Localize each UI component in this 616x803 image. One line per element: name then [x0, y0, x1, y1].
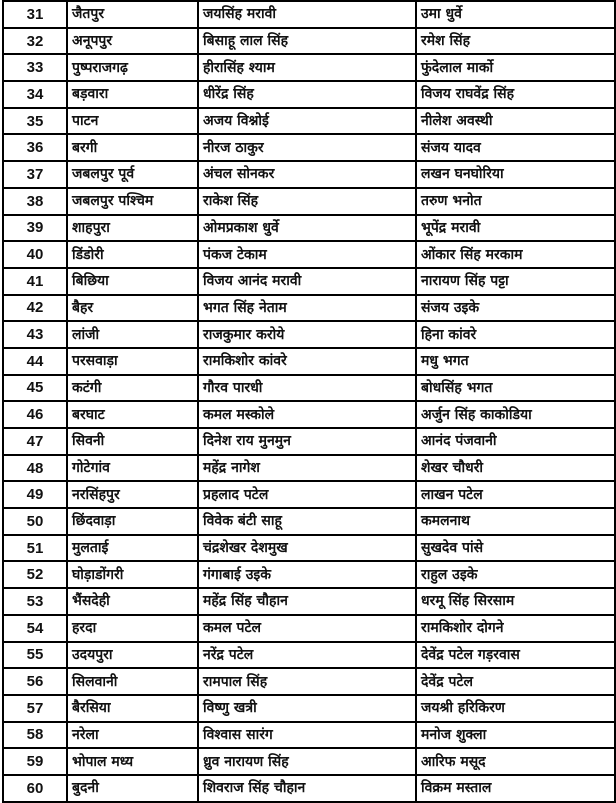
constituency-cell: पाटन — [67, 108, 198, 135]
candidate-a-cell: विश्वास सारंग — [198, 722, 416, 749]
constituency-cell: उदयपुरा — [67, 642, 198, 669]
table-row — [3, 695, 615, 722]
table-row — [3, 134, 615, 161]
candidate-b-cell: अर्जुन सिंह काकोडिया — [416, 401, 615, 428]
table-row — [3, 401, 615, 428]
constituency-cell: सिवनी — [67, 428, 198, 455]
candidate-a-cell: महेंद्र नागेश — [198, 455, 416, 482]
candidate-a-cell: राकेश सिंह — [198, 188, 416, 215]
candidate-b-cell: फुंदेलाल मार्को — [416, 54, 615, 81]
candidate-b-cell: विजय राघवेंद्र सिंह — [416, 81, 615, 108]
table-row — [3, 775, 615, 802]
serial-number-cell: 33 — [3, 54, 67, 81]
constituency-cell: जबलपुर पूर्व — [67, 161, 198, 188]
table-row — [3, 28, 615, 55]
candidate-b-cell: शेखर चौधरी — [416, 455, 615, 482]
candidate-b-cell: मधु भगत — [416, 348, 615, 375]
serial-number-cell: 59 — [3, 748, 67, 775]
candidate-b-cell: लखन घनघोरिया — [416, 161, 615, 188]
table-row — [3, 375, 615, 402]
candidate-b-cell: कमलनाथ — [416, 508, 615, 535]
candidate-a-cell: अंचल सोनकर — [198, 161, 416, 188]
constituency-cell: हरदा — [67, 615, 198, 642]
candidate-a-cell: चंद्रशेखर देशमुख — [198, 535, 416, 562]
candidate-b-cell: विक्रम मस्ताल — [416, 775, 615, 802]
candidate-a-cell: गंगाबाई उइके — [198, 561, 416, 588]
candidate-b-cell: लाखन पटेल — [416, 481, 615, 508]
candidate-b-cell: मनोज शुक्ला — [416, 722, 615, 749]
candidate-a-cell: प्रहलाद पटेल — [198, 481, 416, 508]
candidate-b-cell: जयश्री हरिकिरण — [416, 695, 615, 722]
table-row — [3, 642, 615, 669]
serial-number-cell: 53 — [3, 588, 67, 615]
candidate-a-cell: ध्रुव नारायण सिंह — [198, 748, 416, 775]
candidate-b-cell: संजय उइके — [416, 295, 615, 322]
candidate-b-cell: आनंद पंजवानी — [416, 428, 615, 455]
candidate-b-cell: हिना कांवरे — [416, 321, 615, 348]
table-row — [3, 508, 615, 535]
candidate-b-cell: तरुण भनोत — [416, 188, 615, 215]
constituency-cell: बरघाट — [67, 401, 198, 428]
constituency-cell: गोटेगांव — [67, 455, 198, 482]
table-row — [3, 268, 615, 295]
table-row — [3, 561, 615, 588]
candidate-a-cell: रामकिशोर कांवरे — [198, 348, 416, 375]
constituency-cell: जबलपुर पश्चिम — [67, 188, 198, 215]
candidate-table — [2, 0, 616, 803]
table-row — [3, 668, 615, 695]
candidate-a-cell: धीरेंद्र सिंह — [198, 81, 416, 108]
candidate-a-cell: अजय विश्नोई — [198, 108, 416, 135]
candidate-a-cell: राजकुमार करोये — [198, 321, 416, 348]
constituency-cell: बैरसिया — [67, 695, 198, 722]
candidate-b-cell: सुखदेव पांसे — [416, 535, 615, 562]
serial-number-cell: 31 — [3, 1, 67, 28]
constituency-cell: जैतपुर — [67, 1, 198, 28]
table-row — [3, 615, 615, 642]
candidate-a-cell: महेंद्र सिंह चौहान — [198, 588, 416, 615]
table-row — [3, 348, 615, 375]
constituency-cell: पुष्पराजगढ़ — [67, 54, 198, 81]
table-row — [3, 241, 615, 268]
serial-number-cell: 32 — [3, 28, 67, 55]
table-row — [3, 161, 615, 188]
constituency-cell: बैहर — [67, 295, 198, 322]
serial-number-cell: 57 — [3, 695, 67, 722]
serial-number-cell: 45 — [3, 375, 67, 402]
constituency-cell: बरगी — [67, 134, 198, 161]
candidate-b-cell: आरिफ मसूद — [416, 748, 615, 775]
table-row — [3, 108, 615, 135]
serial-number-cell: 54 — [3, 615, 67, 642]
candidate-b-cell: धरमू सिंह सिरसाम — [416, 588, 615, 615]
candidate-table-body — [3, 1, 615, 802]
constituency-cell: डिंडोरी — [67, 241, 198, 268]
constituency-cell: बुदनी — [67, 775, 198, 802]
serial-number-cell: 49 — [3, 481, 67, 508]
candidate-b-cell: देवेंद्र पटेल — [416, 668, 615, 695]
table-row — [3, 81, 615, 108]
serial-number-cell: 55 — [3, 642, 67, 669]
table-row — [3, 295, 615, 322]
table-row — [3, 215, 615, 242]
constituency-cell: सिलवानी — [67, 668, 198, 695]
serial-number-cell: 43 — [3, 321, 67, 348]
candidate-b-cell: नारायण सिंह पट्टा — [416, 268, 615, 295]
table-row — [3, 722, 615, 749]
candidate-b-cell: बोधसिंह भगत — [416, 375, 615, 402]
serial-number-cell: 50 — [3, 508, 67, 535]
candidate-a-cell: विवेक बंटी साहू — [198, 508, 416, 535]
serial-number-cell: 38 — [3, 188, 67, 215]
table-row — [3, 54, 615, 81]
table-row — [3, 588, 615, 615]
candidate-a-cell: विष्णु खत्री — [198, 695, 416, 722]
constituency-cell: मुलताई — [67, 535, 198, 562]
candidate-b-cell: ओंकार सिंह मरकाम — [416, 241, 615, 268]
serial-number-cell: 60 — [3, 775, 67, 802]
constituency-cell: भैंसदेही — [67, 588, 198, 615]
constituency-cell: नरसिंहपुर — [67, 481, 198, 508]
candidate-b-cell: नीलेश अवस्थी — [416, 108, 615, 135]
candidate-a-cell: बिसाहू लाल सिंह — [198, 28, 416, 55]
serial-number-cell: 48 — [3, 455, 67, 482]
constituency-cell: नरेला — [67, 722, 198, 749]
table-row — [3, 748, 615, 775]
candidate-b-cell: राहुल उइके — [416, 561, 615, 588]
candidate-a-cell: दिनेश राय मुनमुन — [198, 428, 416, 455]
candidate-list-sheet — [2, 0, 614, 797]
candidate-a-cell: कमल मस्कोले — [198, 401, 416, 428]
constituency-cell: परसवाड़ा — [67, 348, 198, 375]
constituency-cell: शाहपुरा — [67, 215, 198, 242]
candidate-a-cell: नीरज ठाकुर — [198, 134, 416, 161]
candidate-b-cell: रामकिशोर दोगने — [416, 615, 615, 642]
table-row — [3, 455, 615, 482]
candidate-a-cell: रामपाल सिंह — [198, 668, 416, 695]
table-row — [3, 1, 615, 28]
candidate-a-cell: भगत सिंह नेताम — [198, 295, 416, 322]
constituency-cell: छिंदवाड़ा — [67, 508, 198, 535]
candidate-a-cell: पंकज टेकाम — [198, 241, 416, 268]
serial-number-cell: 47 — [3, 428, 67, 455]
candidate-a-cell: जयसिंह मरावी — [198, 1, 416, 28]
constituency-cell: कटंगी — [67, 375, 198, 402]
table-row — [3, 188, 615, 215]
candidate-b-cell: भूपेंद्र मरावी — [416, 215, 615, 242]
candidate-a-cell: नरेंद्र पटेल — [198, 642, 416, 669]
serial-number-cell: 37 — [3, 161, 67, 188]
candidate-a-cell: हीरासिंह श्याम — [198, 54, 416, 81]
candidate-b-cell: उमा धुर्वे — [416, 1, 615, 28]
constituency-cell: बिछिया — [67, 268, 198, 295]
candidate-a-cell: कमल पटेल — [198, 615, 416, 642]
candidate-a-cell: गौरव पारधी — [198, 375, 416, 402]
serial-number-cell: 56 — [3, 668, 67, 695]
constituency-cell: भोपाल मध्य — [67, 748, 198, 775]
serial-number-cell: 52 — [3, 561, 67, 588]
serial-number-cell: 58 — [3, 722, 67, 749]
candidate-b-cell: देवेंद्र पटेल गड़रवास — [416, 642, 615, 669]
candidate-a-cell: शिवराज सिंह चौहान — [198, 775, 416, 802]
constituency-cell: बड़वारा — [67, 81, 198, 108]
candidate-b-cell: संजय यादव — [416, 134, 615, 161]
constituency-cell: लांजी — [67, 321, 198, 348]
constituency-cell: घोड़ाडोंगरी — [67, 561, 198, 588]
candidate-a-cell: विजय आनंद मरावी — [198, 268, 416, 295]
serial-number-cell: 40 — [3, 241, 67, 268]
serial-number-cell: 35 — [3, 108, 67, 135]
candidate-b-cell: रमेश सिंह — [416, 28, 615, 55]
serial-number-cell: 39 — [3, 215, 67, 242]
table-row — [3, 428, 615, 455]
candidate-a-cell: ओमप्रकाश धुर्वे — [198, 215, 416, 242]
serial-number-cell: 44 — [3, 348, 67, 375]
table-row — [3, 535, 615, 562]
serial-number-cell: 51 — [3, 535, 67, 562]
table-row — [3, 321, 615, 348]
table-row — [3, 481, 615, 508]
serial-number-cell: 36 — [3, 134, 67, 161]
serial-number-cell: 42 — [3, 295, 67, 322]
serial-number-cell: 46 — [3, 401, 67, 428]
constituency-cell: अनूपपुर — [67, 28, 198, 55]
serial-number-cell: 41 — [3, 268, 67, 295]
serial-number-cell: 34 — [3, 81, 67, 108]
